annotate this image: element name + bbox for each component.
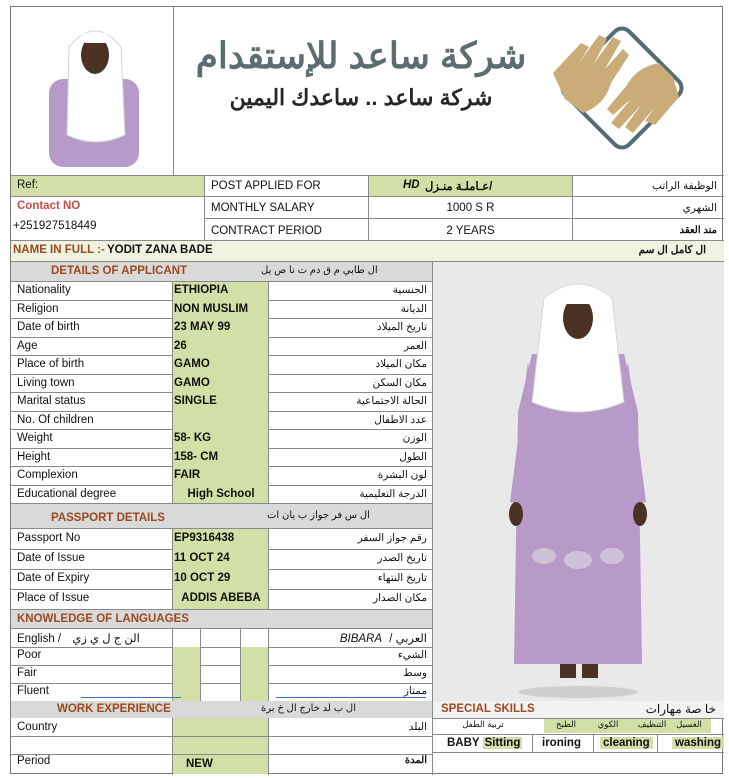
language-level-ar: الشيء bbox=[397, 649, 427, 661]
row-value: High School bbox=[172, 485, 268, 504]
languages-header bbox=[11, 610, 432, 628]
contact-phone: +251927518449 bbox=[13, 220, 97, 232]
skill-item bbox=[600, 736, 668, 752]
row-label: Date of Issue bbox=[17, 552, 85, 564]
row-label-ar: الديانة bbox=[400, 302, 427, 315]
post-applied-value bbox=[369, 176, 572, 196]
skills-title: SPECIAL SKILLS bbox=[441, 703, 535, 715]
row-label: Date of birth bbox=[17, 321, 80, 333]
languages-title: KNOWLEDGE OF LANGUAGES bbox=[17, 613, 189, 625]
row-label: Place of Issue bbox=[17, 592, 90, 604]
row-value: SINGLE bbox=[172, 392, 268, 411]
row-value: 11 OCT 24 bbox=[172, 549, 268, 569]
language-english-check bbox=[172, 647, 200, 665]
language-arabic bbox=[281, 631, 427, 647]
name-label: NAME IN FULL :- bbox=[13, 244, 105, 256]
row-label-ar: تاريخ الصدر bbox=[377, 552, 427, 564]
col-divider bbox=[268, 628, 269, 701]
post-applied-label: POST APPLIED FOR bbox=[211, 180, 321, 192]
skills-title-ar: خا صة مهارات bbox=[645, 702, 716, 716]
language-arabic-check bbox=[240, 665, 268, 683]
work-country-value bbox=[172, 718, 268, 736]
row-label: Place of birth bbox=[17, 358, 85, 370]
skill-item bbox=[539, 736, 609, 752]
row-value: EP9316438 bbox=[172, 529, 268, 549]
name-bar bbox=[11, 241, 724, 261]
row-label: Religion bbox=[17, 302, 59, 315]
salary-label-ar: الشهري bbox=[682, 202, 717, 214]
details-title-ar: ال طابي م ق دم ت نا ص يل bbox=[261, 265, 378, 276]
language-level-en: Fair bbox=[17, 667, 37, 679]
row-divider bbox=[11, 647, 432, 648]
row-divider bbox=[11, 528, 432, 529]
language-arabic-check bbox=[240, 683, 268, 701]
skill-label-ar: الطبخ bbox=[544, 719, 588, 733]
row-label-ar: الطول bbox=[399, 450, 427, 463]
row-divider bbox=[11, 683, 432, 684]
contract-period-label-ar: مند العقد bbox=[679, 225, 717, 236]
language-level-en: Poor bbox=[17, 649, 42, 661]
row-label-ar: الدرجة التعليمية bbox=[359, 487, 427, 500]
company-slogan-ar: شركة ساعد .. ساعدك اليمين bbox=[229, 85, 493, 110]
skill-label-ar: تربية الطفل bbox=[462, 719, 504, 729]
row-label-ar: مكان الميلاد bbox=[375, 358, 427, 370]
salary-value: 1000 S R bbox=[446, 202, 495, 214]
row-value: ADDIS ABEBA bbox=[172, 589, 268, 609]
passport-title: PASSPORT DETAILS bbox=[51, 512, 165, 524]
skill-item bbox=[447, 736, 533, 752]
row-label: Passport No bbox=[17, 532, 81, 544]
language-english-check bbox=[172, 683, 200, 701]
name-label-ar: ال كامل ال سم bbox=[638, 244, 706, 256]
row-label: Living town bbox=[17, 376, 75, 389]
skill-item-text: washing bbox=[672, 737, 724, 749]
col-divider bbox=[172, 281, 173, 503]
row-label-ar: الحالة الاجتماعية bbox=[356, 395, 427, 407]
passport-title-ar: ال س فر جواز ب يان ات bbox=[267, 510, 370, 521]
english-label-en: English / bbox=[17, 633, 62, 645]
row-value: ETHIOPIA bbox=[172, 281, 268, 300]
row-label-ar: العمر bbox=[403, 339, 427, 352]
applicant-photo bbox=[432, 262, 724, 701]
work-period-label-ar: المدة bbox=[404, 755, 427, 766]
language-level-en: Fluent bbox=[17, 685, 49, 697]
company-name-ar: شركة ساعد للإستقدام bbox=[195, 35, 527, 76]
row-label-ar: عدد الاطفال bbox=[374, 413, 427, 426]
row-label-ar: مكان السكن bbox=[372, 376, 427, 389]
skill-label-ar: الغسيل bbox=[667, 719, 711, 733]
post-value-en: HD bbox=[403, 179, 420, 191]
contract-period-label: CONTRACT PERIOD bbox=[211, 225, 322, 237]
language-level-ar: ممتاز bbox=[403, 685, 427, 697]
row-label: Complexion bbox=[17, 469, 78, 481]
skill-item-text: cleaning bbox=[600, 737, 653, 749]
fluent-underline bbox=[81, 697, 181, 698]
post-label-ar: الوظيفة الراتب bbox=[652, 180, 717, 192]
row-value: 58- KG bbox=[172, 429, 268, 448]
row-label-ar: مكان الصدار bbox=[373, 592, 427, 604]
work-country-label: Country bbox=[17, 721, 58, 733]
col-divider bbox=[268, 281, 269, 503]
row-value: 158- CM bbox=[172, 448, 268, 467]
col-divider bbox=[268, 529, 269, 609]
row-label: Age bbox=[17, 339, 38, 352]
row-value: NON MUSLIM bbox=[172, 300, 268, 319]
work-title: WORK EXPERIENCE bbox=[57, 703, 171, 715]
details-title: DETAILS OF APPLICANT bbox=[51, 265, 188, 277]
row-value bbox=[172, 411, 268, 430]
row-value: 23 MAY 99 bbox=[172, 318, 268, 337]
skill-label-ar: التنظيف bbox=[630, 719, 674, 733]
language-english-check bbox=[172, 665, 200, 683]
work-period-label: Period bbox=[17, 755, 51, 767]
details-header bbox=[11, 262, 432, 281]
row-label: Height bbox=[17, 450, 51, 463]
contract-period-value: 2 YEARS bbox=[446, 225, 495, 237]
skill-item-highlight: Sitting bbox=[484, 737, 521, 749]
row-label: Marital status bbox=[17, 395, 86, 407]
row-value: GAMO bbox=[172, 355, 268, 374]
contact-label: Contact NO bbox=[17, 200, 81, 212]
skills-header bbox=[433, 701, 724, 718]
row-label: Date of Expiry bbox=[17, 572, 90, 584]
work-header bbox=[11, 701, 432, 718]
language-arabic-check bbox=[240, 647, 268, 665]
work-title-ar: ال ب لد خارج ال خ برة bbox=[261, 703, 356, 714]
col-divider bbox=[172, 529, 173, 609]
cv-sheet bbox=[10, 6, 723, 774]
english-label-ar: الن ج ل ي زي bbox=[72, 633, 140, 645]
skill-item-text: ironing bbox=[542, 737, 581, 749]
fluent-underline bbox=[276, 697, 426, 698]
language-english bbox=[17, 631, 167, 647]
col-divider bbox=[200, 628, 201, 701]
passport-header bbox=[11, 504, 432, 528]
col-divider bbox=[172, 628, 173, 701]
arabic-label-en: BIBARA bbox=[339, 633, 383, 645]
row-value: 26 bbox=[172, 337, 268, 356]
post-value-ar: /عـاملـة منـزل bbox=[425, 181, 493, 193]
arabic-label-ar: العربي / bbox=[389, 633, 427, 645]
row-value: 10 OCT 29 bbox=[172, 569, 268, 589]
work-period-text: NEW bbox=[186, 758, 213, 770]
skill-item bbox=[672, 736, 729, 752]
work-country-value-2 bbox=[172, 736, 268, 754]
helping-hands-logo bbox=[533, 13, 689, 163]
row-label: No. Of children bbox=[17, 413, 94, 426]
row-divider bbox=[11, 628, 432, 629]
row-label-ar: الجنسية bbox=[392, 284, 427, 296]
row-value: FAIR bbox=[172, 466, 268, 485]
work-period-value bbox=[172, 754, 268, 774]
row-label-ar: الوزن bbox=[402, 432, 427, 444]
row-divider bbox=[11, 665, 432, 666]
row-label-ar: تاريخ الميلاد bbox=[376, 321, 427, 333]
row-divider bbox=[11, 281, 432, 282]
name-value: YODIT ZANA BADE bbox=[107, 244, 213, 256]
row-value: GAMO bbox=[172, 374, 268, 393]
ref-cell bbox=[11, 176, 204, 196]
skill-label-ar: الكوي bbox=[586, 719, 630, 733]
header-small-photo bbox=[11, 7, 173, 175]
row-label-ar: تاريخ النتهاء bbox=[377, 572, 427, 584]
row-label: Educational degree bbox=[17, 487, 117, 500]
row-label: Weight bbox=[17, 432, 53, 444]
skill-item-text: BABY bbox=[447, 737, 483, 749]
ref-label: Ref: bbox=[17, 179, 39, 191]
col-divider bbox=[240, 628, 241, 701]
salary-label: MONTHLY SALARY bbox=[211, 202, 315, 214]
row-label: Nationality bbox=[17, 284, 71, 296]
language-level-ar: وسط bbox=[403, 667, 427, 679]
row-label-ar: لون البشرة bbox=[377, 469, 427, 481]
work-country-label-ar: البلد bbox=[408, 721, 427, 733]
row-label-ar: رقم جواز السفر bbox=[357, 532, 427, 544]
